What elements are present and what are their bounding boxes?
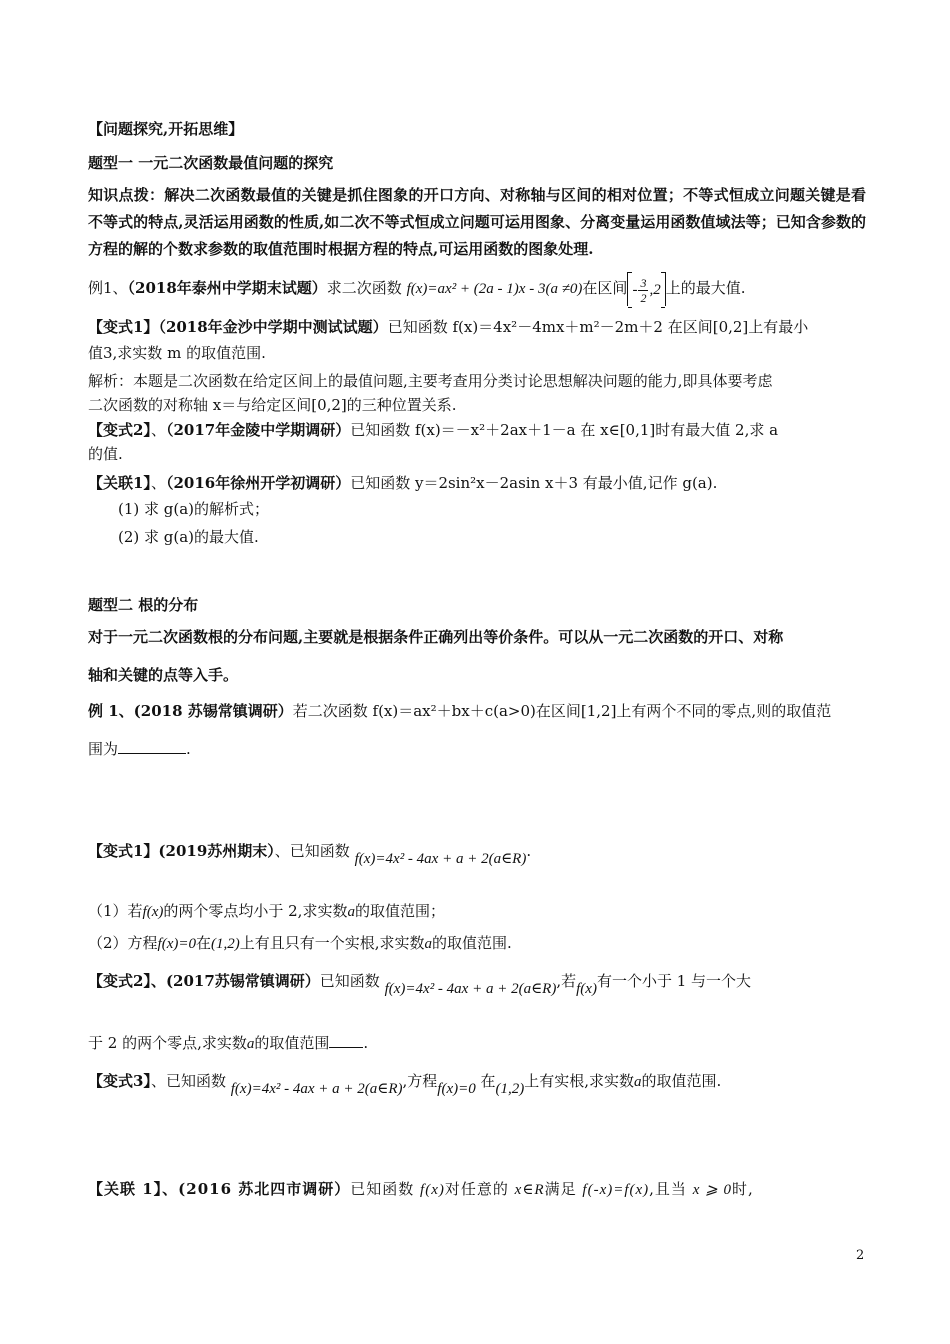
type1-variant2-line2: 的值. <box>88 445 123 463</box>
type2-variant3: 【变式3】、已知函数 f(x)=4x² - 4ax + a + 2(a∈R),方程f(x)=0 在(1,2)上有实根,求实数a的取值范围. <box>88 1072 722 1097</box>
type2-variant1-q2: （2）方程f(x)=0在(1,2)上有且只有一个实根,求实数a的取值范围. <box>88 934 512 952</box>
ex1-formula: f(x)=ax² + (2a - 1)x - 3(a ≠0) <box>406 281 583 297</box>
type1-related1: 【关联1】、（2016年徐州开学初调研）已知函数 y＝2sin²x－2asin x＋3 有最小值,记作 g(a). <box>88 474 718 492</box>
type2-example1-line2: 围为 . <box>88 740 191 758</box>
v2-formula: f(x)=4x² - 4ax + a + 2(a∈R) <box>384 981 557 997</box>
type2-title: 题型二 根的分布 <box>88 596 199 614</box>
answer-blank[interactable] <box>118 739 186 754</box>
type2-related1: 【关联 1】、(2016 苏北四市调研）已知函数 f(x)对任意的 x∈R满足 f(-x)=f(x),且当 x ⩾ 0时, <box>88 1180 754 1198</box>
section-header: 【问题探究,开拓思维】 <box>88 120 244 138</box>
type2-variant1-q1: （1）若f(x)的两个零点均小于 2,求实数a的取值范围； <box>88 902 445 920</box>
type2-variant1: 【变式1】(2019苏州期末）、已知函数 f(x)=4x² - 4ax + a + 2(a∈R). <box>88 842 532 867</box>
type2-example1: 例 1、(2018 苏锡常镇调研）若二次函数 f(x)＝ax²＋bx＋c(a>0)在区间[1,2]上有两个不同的零点,则的取值范 <box>88 702 832 720</box>
answer-blank-2[interactable] <box>329 1033 363 1048</box>
related1-q1: (1) 求 g(a)的解析式； <box>118 500 270 518</box>
type1-variant1: 【变式1】（2018年金沙中学期中测试试题）已知函数 f(x)＝4x²－4mx＋m²－2m＋2 在区间[0,2]上有最小 <box>88 318 809 336</box>
type2-intro-line2: 轴和关键的点等入手。 <box>88 666 239 684</box>
type2-intro-line1: 对于一元二次函数根的分布问题,主要就是根据条件正确列出等价条件。可以从一元二次函数的开口、对称 <box>88 628 784 646</box>
ex1-interval: - $\frac{3}{2}$ ,2 <box>627 272 665 306</box>
type1-variant1-line2: 值3,求实数 m 的取值范围. <box>88 344 266 362</box>
analysis-line2: 二次函数的对称轴 x＝与给定区间[0,2]的三种位置关系. <box>88 396 457 414</box>
related1-q2: (2) 求 g(a)的最大值. <box>118 528 259 546</box>
v1-formula: f(x)=4x² - 4ax + a + 2(a∈R) <box>354 851 527 867</box>
type1-variant2: 【变式2】、（2017年金陵中学期调研）已知函数 f(x)＝－x²＋2ax＋1－a 在 x∈[0,1]时有最大值 2,求 a <box>88 421 779 439</box>
analysis-line1: 解析：本题是二次函数在给定区间上的最值问题,主要考查用分类讨论思想解决问题的能力,即具体要考虑 <box>88 372 773 390</box>
type2-variant2-line2: 于 2 的两个零点,求实数a的取值范围 . <box>88 1034 369 1052</box>
type1-example1: 例1、（2018年泰州中学期末试题）求二次函数 f(x)=ax² + (2a - 1)x - 3(a ≠0)在区间 - $\frac{3}{2}$ ,2 上的最大值. <box>88 268 866 308</box>
page-number: 2 <box>856 1248 865 1263</box>
type2-variant2: 【变式2】、(2017苏锡常镇调研）已知函数 f(x)=4x² - 4ax + a + 2(a∈R),若f(x)有一个小于 1 与一个大 <box>88 972 752 997</box>
type1-title: 题型一 一元二次函数最值问题的探究 <box>88 154 334 172</box>
v3-formula: f(x)=4x² - 4ax + a + 2(a∈R) <box>230 1081 403 1097</box>
type1-knowledge: 知识点拨：解决二次函数最值的关键是抓住图象的开口方向、对称轴与区间的相对位置；不等式恒成立问题关键是看不等式的特点,灵活运用函数的性质,如二次不等式恒成立问题可运用图象、分离变量运用函数值域法等；已知含参数的方程的解的个数求参数的取值范围时根据方程的特点,可运用函数的图象处理. <box>88 186 866 258</box>
